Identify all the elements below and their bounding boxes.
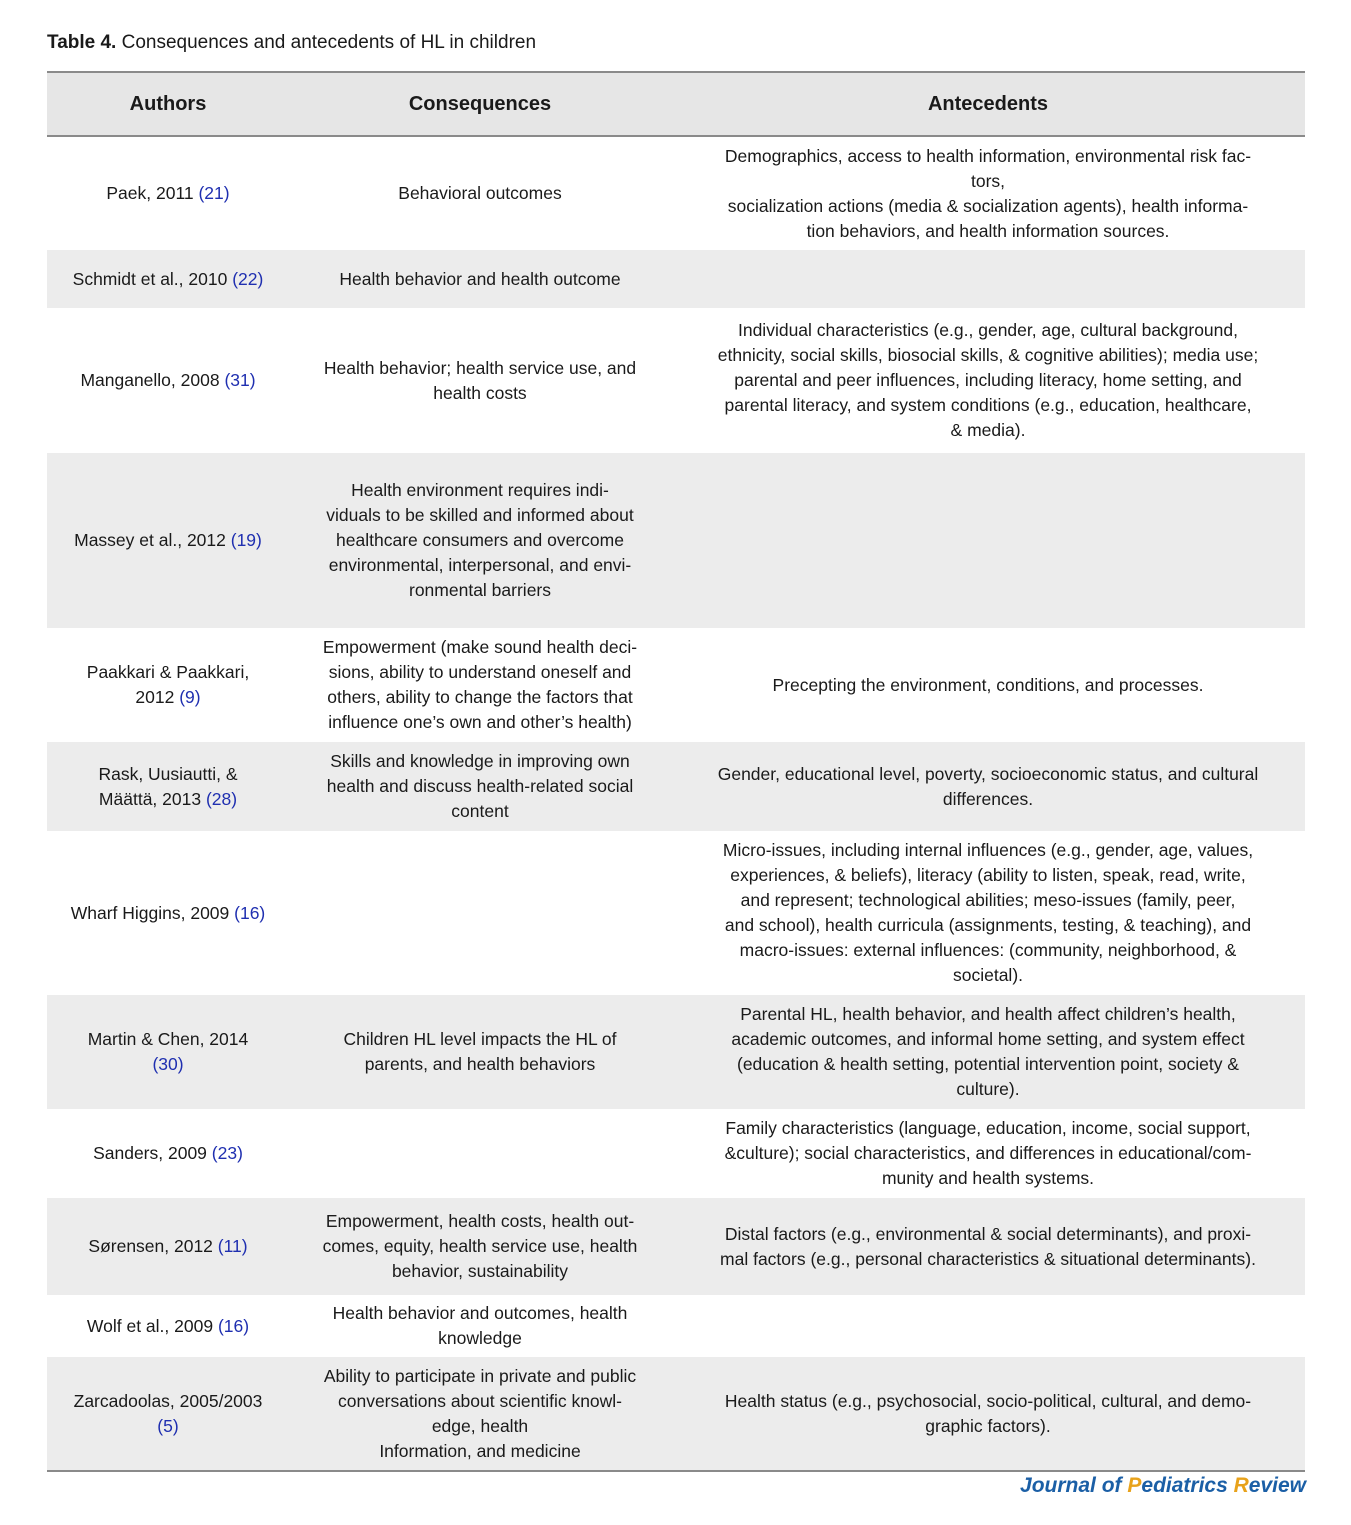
consequences-antecedents-table <box>47 71 1305 1472</box>
table-row <box>47 308 1305 453</box>
cell-author <box>47 995 289 1109</box>
author-name: Paek, 2011 <box>106 183 199 203</box>
table-row <box>47 136 1305 250</box>
logo-letter-p: P <box>1127 1474 1142 1497</box>
table-row <box>47 1357 1305 1471</box>
cell-author <box>47 1357 289 1471</box>
cell-consequences <box>289 831 671 995</box>
cell-author <box>47 136 289 250</box>
cell-author <box>47 453 289 628</box>
cell-antecedents <box>671 453 1305 628</box>
cell-author <box>47 308 289 453</box>
cell-consequences: Behavioral outcomes <box>398 183 562 203</box>
logo-text-3: eview <box>1248 1474 1306 1497</box>
reference-link[interactable]: (21) <box>198 183 230 203</box>
cell-antecedents: Family characteristics (language, education, income, social support, &culture); social characteristics, and differences in educational/com- munity and health systems. <box>724 1118 1252 1188</box>
reference-link[interactable]: (30) <box>152 1054 184 1074</box>
author-name: Zarcadoolas, 2005/2003 <box>73 1390 263 1411</box>
cell-consequences: Health behavior and health outcome <box>339 268 621 289</box>
cell-antecedents: Gender, educational level, poverty, socioeconomic status, and cultural differences. <box>717 763 1259 809</box>
logo-text-1: Journal of <box>1020 1474 1128 1497</box>
cell-antecedents: Micro-issues, including internal influences (e.g., gender, age, values, experiences, & beliefs), literacy (ability to listen, speak, read, write, and represent; technological abilities; meso-issues (family, peer, and school), health curricula (assignments, testing, & teaching), and macro-issues: external influences: (community, neighborhood, & societal). <box>722 840 1254 985</box>
author-name: Martin & Chen, 2014 <box>87 1029 249 1049</box>
reference-link[interactable]: (28) <box>205 788 238 809</box>
reference-link[interactable]: (16) <box>217 1315 250 1336</box>
table-caption-text: Consequences and antecedents of HL in children <box>116 32 537 53</box>
cell-consequences: Empowerment, health costs, health out- comes, equity, health service use, health behavior, sustainability <box>322 1211 638 1281</box>
cell-author <box>47 742 289 831</box>
cell-antecedents: Demographics, access to health information, environmental risk fac- tors, socialization actions (media & socialization agents), health informa- tion behaviors, and health information sources. <box>724 145 1252 241</box>
author-name: Sanders, 2009 <box>93 1143 212 1163</box>
table-row <box>47 1295 1305 1357</box>
author-name: Wharf Higgins, 2009 <box>70 902 235 923</box>
table-container <box>47 71 1305 1472</box>
author-name: Massey et al., 2012 <box>74 530 231 550</box>
table-body <box>47 136 1305 1471</box>
cell-consequences <box>289 1109 671 1198</box>
author-name: Rask, Uusiautti, & Määttä, 2013 <box>98 763 238 809</box>
cell-antecedents <box>671 250 1305 308</box>
cell-antecedents: Individual characteristics (e.g., gender, age, cultural background, ethnicity, social skills, biosocial skills, & cognitive abilities); media use; parental and peer influences, including literacy, home setting, and parental literacy, and system conditions (e.g., education, healthcare, & media). <box>717 320 1259 440</box>
cell-antecedents: Parental HL, health behavior, and health affect children’s health, academic outcomes, and informal home setting, and system effect (education & health setting, potential intervention point, society & culture). <box>731 1004 1245 1099</box>
cell-consequences: Skills and knowledge in improving own health and discuss health-related social content <box>326 751 634 821</box>
cell-consequences: Health behavior and outcomes, health knowledge <box>332 1303 628 1348</box>
reference-link[interactable]: (11) <box>217 1236 248 1256</box>
reference-link[interactable]: (9) <box>179 687 201 707</box>
cell-author <box>47 1295 289 1357</box>
table-row <box>47 742 1305 831</box>
cell-author <box>47 250 289 308</box>
logo-letter-r: R <box>1233 1474 1249 1497</box>
table-header-row <box>47 72 1305 136</box>
table-row <box>47 250 1305 308</box>
journal-logo <box>1020 1474 1306 1498</box>
cell-author <box>47 1198 289 1295</box>
cell-author <box>47 1109 289 1198</box>
table-row <box>47 995 1305 1109</box>
reference-link[interactable]: (16) <box>234 902 266 923</box>
reference-link[interactable]: (22) <box>232 268 264 289</box>
cell-antecedents <box>671 1295 1305 1357</box>
cell-consequences: Empowerment (make sound health deci- sions, ability to understand oneself and others, ability to change the factors that influence one’s own and other’s health) <box>322 637 638 732</box>
table-caption-label: Table 4. <box>47 32 117 53</box>
reference-link[interactable]: (5) <box>157 1415 179 1436</box>
table-row <box>47 1198 1305 1295</box>
header-antecedents: Antecedents <box>671 72 1305 136</box>
author-name: Manganello, 2008 <box>80 370 225 390</box>
table-row <box>47 831 1305 995</box>
author-name: Schmidt et al., 2010 <box>72 268 233 289</box>
author-name: Wolf et al., 2009 <box>86 1315 218 1336</box>
table-caption <box>47 32 536 54</box>
cell-consequences: Children HL level impacts the HL of parents, and health behaviors <box>343 1029 617 1074</box>
author-name: Sørensen, 2012 <box>88 1236 218 1256</box>
cell-consequences: Health behavior; health service use, and health costs <box>323 357 637 403</box>
cell-author <box>47 831 289 995</box>
cell-antecedents: Health status (e.g., psychosocial, socio-political, cultural, and demo- graphic factors). <box>671 1357 1305 1471</box>
reference-link[interactable]: (31) <box>224 370 256 390</box>
cell-author <box>47 628 289 742</box>
cell-antecedents: Precepting the environment, conditions, and processes. <box>772 674 1204 695</box>
header-consequences: Consequences <box>289 72 671 136</box>
table-row <box>47 453 1305 628</box>
author-name: Paakkari & Paakkari, 2012 <box>86 662 250 707</box>
table-row <box>47 628 1305 742</box>
reference-link[interactable]: (19) <box>230 530 262 550</box>
table-row <box>47 1109 1305 1198</box>
header-authors: Authors <box>47 72 289 136</box>
cell-consequences: Ability to participate in private and public conversations about scientific knowl- edge, health Information, and medicine <box>289 1357 671 1471</box>
logo-text-2: ediatrics <box>1141 1474 1234 1497</box>
cell-antecedents: Distal factors (e.g., environmental & social determinants), and proxi- mal factors (e.g., personal characteristics & situational determinants). <box>720 1223 1256 1269</box>
reference-link[interactable]: (23) <box>211 1143 243 1163</box>
cell-consequences: Health environment requires indi- viduals to be skilled and informed about healthcare consumers and overcome environmental, interpersonal, and envi- ronmental barriers <box>326 480 634 600</box>
